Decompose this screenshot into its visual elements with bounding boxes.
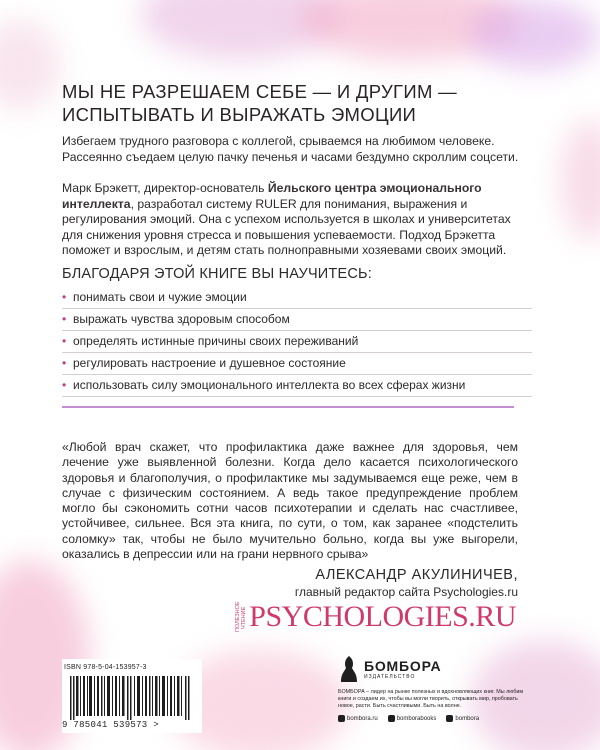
publisher-block	[338, 652, 538, 722]
learn-list	[62, 287, 532, 397]
barcode-bars	[70, 676, 192, 720]
about-center-name: Йельского центра эмоционального интеллекта	[62, 181, 482, 211]
globe-icon	[338, 715, 345, 722]
publisher-name: БОМБОРА	[364, 658, 442, 674]
section-divider	[62, 406, 514, 408]
publisher-description: БОМБОРА – лидер на рынке полезных и вдохновляющих книг. Мы любим книги и создаем их, чтобы вы могли творить, открывать мир, пробовать новое, расти. Быть счастливыми. Быть на волне.	[338, 689, 524, 709]
about-prefix: Марк Брэкетт, директор-основатель	[62, 181, 268, 195]
publisher-subtitle: ИЗДАТЕЛЬСТВО	[364, 674, 416, 680]
psychologies-logo	[235, 600, 516, 632]
social-site[interactable]	[338, 715, 378, 722]
ink-cloud-right	[560, 120, 600, 240]
isbn-number: ISBN 978-5-04-153957-3	[64, 664, 147, 671]
intro-paragraph: Избегаем трудного разговора с коллегой, срываемся на любимом человеке. Рассеянно съедаем целую пачку печенья и часами бездумно скроллим соцсети.	[62, 134, 519, 164]
about-paragraph	[62, 181, 532, 259]
heading-line-1: МЫ НЕ РАЗРЕШАЕМ СЕБЕ — И ДРУГИМ —	[62, 81, 457, 102]
learn-heading: БЛАГОДАРЯ ЭТОЙ КНИГЕ ВЫ НАУЧИТЕСЬ:	[62, 266, 372, 282]
publisher-logo	[338, 652, 538, 686]
psychologies-side-text: ПОЛЕЗНОЕ ЧТЕНИЕ	[235, 601, 248, 632]
vk-icon	[446, 715, 453, 722]
learn-item: • использовать силу эмоционального интеллекта во всех сферах жизни	[62, 375, 532, 397]
learn-item: • выражать чувства здоровым способом	[62, 309, 532, 331]
barcode	[62, 659, 202, 733]
instagram-icon	[388, 715, 395, 722]
social-books-label: bomborabooks	[396, 715, 437, 722]
quote-author	[295, 567, 518, 599]
author-name: АЛЕКСАНДР АКУЛИНИЧЕВ,	[315, 567, 518, 583]
ink-cloud-left	[0, 20, 60, 110]
social-vk-label: bombora	[455, 715, 480, 722]
learn-item: • определять истинные причины своих переживаний	[62, 331, 532, 353]
ink-cloud-top-far-right	[470, 0, 600, 70]
about-suffix: , разработал систему RULER для понимания, выражения и регулирования эмоций. Она с успехом используется в школах и университетах для снижения уровня стресса и повышения успеваемости. Подход Брэкетта поможет и взрослым, и детям стать полноправными хозяевами своих эмоций.	[62, 196, 511, 257]
psychologies-wordmark: PSYCHOLOGIES.RU	[249, 600, 516, 633]
barcode-digits: 9 785041 539573 >	[62, 720, 159, 730]
learn-item: • регулировать настроение и душевное состояние	[62, 353, 532, 375]
social-site-label: bombora.ru	[347, 715, 378, 722]
review-quote: «Любой врач скажет, что профилактика даже важнее для здоровья, чем лечение уже выявленной болезни. Когда дело касается психологического здоровья и благополучия, о профилактике мы задумываемся еще реже, чем в случае с физическим состоянием. А ведь такое предупреждение проблем могло бы сэкономить сотни часов психотерапии и сделать нас счастливее, устойчивее, сильнее. Вся эта книга, по сути, о том, как заранее «подстелить соломку» так, чтобы не было мучительно больно, когда вы уже выгорели, оказались в депрессии или на грани нервного срыва»	[62, 440, 518, 562]
social-vk[interactable]	[446, 715, 479, 722]
learn-item: • понимать свои и чужие эмоции	[62, 287, 532, 309]
publisher-emblem-icon	[338, 654, 360, 684]
author-role: главный редактор сайта Psychologies.ru	[294, 585, 518, 599]
cover-heading	[62, 80, 532, 126]
publisher-social-links	[338, 715, 538, 722]
heading-line-2: ИСПЫТЫВАТЬ И ВЫРАЖАТЬ ЭМОЦИИ	[62, 104, 417, 125]
social-books[interactable]	[388, 715, 437, 722]
